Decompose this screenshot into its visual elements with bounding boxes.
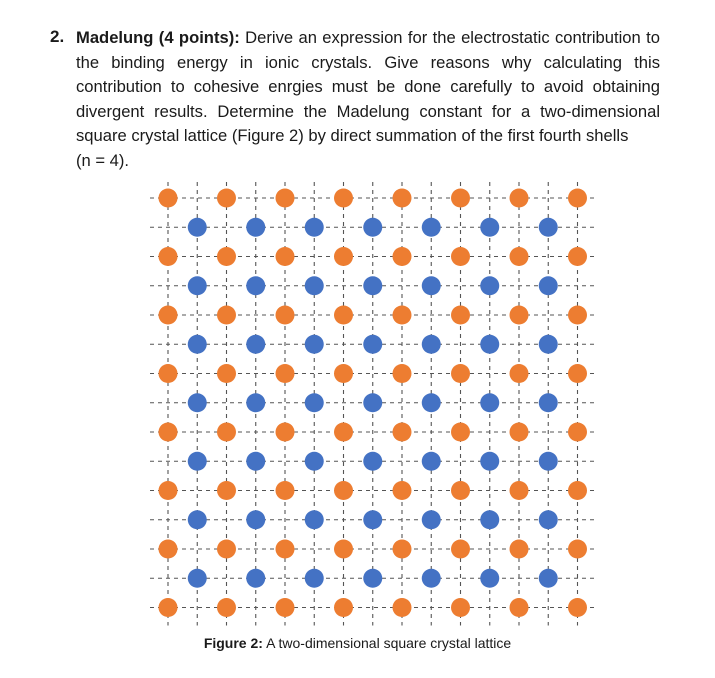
orange-ion <box>217 306 236 325</box>
blue-ion <box>363 510 382 529</box>
orange-ion <box>510 189 529 208</box>
orange-ion <box>393 540 412 559</box>
orange-ion <box>451 364 470 383</box>
orange-ion <box>217 423 236 442</box>
orange-ion <box>334 540 353 559</box>
orange-ion <box>159 423 178 442</box>
blue-ion <box>539 569 558 588</box>
orange-ion <box>159 189 178 208</box>
orange-ion <box>159 598 178 617</box>
orange-ion <box>334 189 353 208</box>
problem-title: Madelung (4 points): <box>76 28 240 47</box>
blue-ion <box>363 335 382 354</box>
orange-ion <box>393 247 412 266</box>
blue-ion <box>363 218 382 237</box>
blue-ion <box>539 335 558 354</box>
orange-ion <box>510 540 529 559</box>
orange-ion <box>334 306 353 325</box>
blue-ion <box>422 452 441 471</box>
blue-ion <box>480 218 499 237</box>
blue-ion <box>363 393 382 412</box>
blue-ion <box>422 393 441 412</box>
orange-ion <box>334 598 353 617</box>
orange-ion <box>276 306 295 325</box>
orange-ion <box>217 540 236 559</box>
blue-ion <box>188 510 207 529</box>
figure-label: Figure 2: <box>203 635 263 651</box>
blue-ion <box>188 569 207 588</box>
figure-caption-text: A two-dimensional square crystal lattice <box>266 635 512 651</box>
orange-ion <box>393 481 412 500</box>
orange-ion <box>217 189 236 208</box>
blue-ion <box>480 276 499 295</box>
blue-ion <box>305 335 324 354</box>
orange-ion <box>276 189 295 208</box>
blue-ion <box>305 510 324 529</box>
blue-ion <box>480 393 499 412</box>
blue-ion <box>188 393 207 412</box>
orange-ion <box>217 481 236 500</box>
orange-ion <box>451 540 470 559</box>
orange-ion <box>393 364 412 383</box>
orange-ion <box>510 423 529 442</box>
blue-ion <box>539 510 558 529</box>
problem-2 <box>50 26 660 174</box>
orange-ion <box>510 598 529 617</box>
orange-ion <box>334 247 353 266</box>
blue-ion <box>188 335 207 354</box>
orange-ion <box>568 364 587 383</box>
orange-ion <box>568 598 587 617</box>
blue-ion <box>188 452 207 471</box>
blue-ion <box>246 276 265 295</box>
blue-ion <box>363 452 382 471</box>
problem-number: 2. <box>50 27 65 46</box>
orange-ion <box>276 247 295 266</box>
orange-ion <box>217 364 236 383</box>
blue-ion <box>246 218 265 237</box>
blue-ion <box>246 335 265 354</box>
orange-ion <box>393 598 412 617</box>
problem-body <box>76 26 660 174</box>
orange-ion <box>568 481 587 500</box>
blue-ion <box>363 276 382 295</box>
figure-caption <box>0 635 715 651</box>
orange-ion <box>510 306 529 325</box>
orange-ion <box>451 189 470 208</box>
blue-ion <box>422 335 441 354</box>
blue-ion <box>188 218 207 237</box>
blue-ion <box>422 569 441 588</box>
orange-ion <box>276 364 295 383</box>
problem-text: Derive an expression for the electrostatic contribution to the binding energy in ionic crystals. Give reasons why calculating this contribution to cohesive enrgies must be done carefully to avoid obtaining divergent results. Determine the Madelung constant for a two-dimensional square crystal lattice (Figure 2) by direct summation of the first fourth shells <box>76 28 660 146</box>
blue-ion <box>422 276 441 295</box>
blue-ion <box>246 393 265 412</box>
orange-ion <box>451 423 470 442</box>
orange-ion <box>334 481 353 500</box>
orange-ion <box>393 189 412 208</box>
orange-ion <box>568 306 587 325</box>
orange-ion <box>276 540 295 559</box>
blue-ion <box>363 569 382 588</box>
blue-ion <box>480 335 499 354</box>
blue-ion <box>305 452 324 471</box>
blue-ion <box>539 452 558 471</box>
blue-ion <box>246 569 265 588</box>
square-lattice-figure <box>138 178 608 628</box>
orange-ion <box>159 481 178 500</box>
orange-ion <box>568 247 587 266</box>
shell-expression: (n = 4). <box>76 150 130 170</box>
blue-ion <box>539 276 558 295</box>
blue-ion <box>539 218 558 237</box>
blue-ion <box>246 452 265 471</box>
orange-ion <box>568 189 587 208</box>
orange-ion <box>393 306 412 325</box>
blue-ion <box>305 393 324 412</box>
blue-ion <box>480 569 499 588</box>
blue-ion <box>305 276 324 295</box>
orange-ion <box>510 481 529 500</box>
blue-ion <box>188 276 207 295</box>
orange-ion <box>159 364 178 383</box>
orange-ion <box>568 540 587 559</box>
orange-ion <box>334 364 353 383</box>
orange-ion <box>510 247 529 266</box>
orange-ion <box>217 247 236 266</box>
blue-ion <box>480 452 499 471</box>
blue-ion <box>305 218 324 237</box>
orange-ion <box>510 364 529 383</box>
orange-ion <box>217 598 236 617</box>
orange-ion <box>276 481 295 500</box>
orange-ion <box>159 540 178 559</box>
orange-ion <box>393 423 412 442</box>
orange-ion <box>568 423 587 442</box>
orange-ion <box>276 598 295 617</box>
orange-ion <box>159 306 178 325</box>
orange-ion <box>334 423 353 442</box>
orange-ion <box>451 481 470 500</box>
orange-ion <box>451 306 470 325</box>
blue-ion <box>422 510 441 529</box>
orange-ion <box>159 247 178 266</box>
orange-ion <box>276 423 295 442</box>
blue-ion <box>480 510 499 529</box>
orange-ion <box>451 247 470 266</box>
orange-ion <box>451 598 470 617</box>
blue-ion <box>422 218 441 237</box>
blue-ion <box>539 393 558 412</box>
blue-ion <box>305 569 324 588</box>
blue-ion <box>246 510 265 529</box>
